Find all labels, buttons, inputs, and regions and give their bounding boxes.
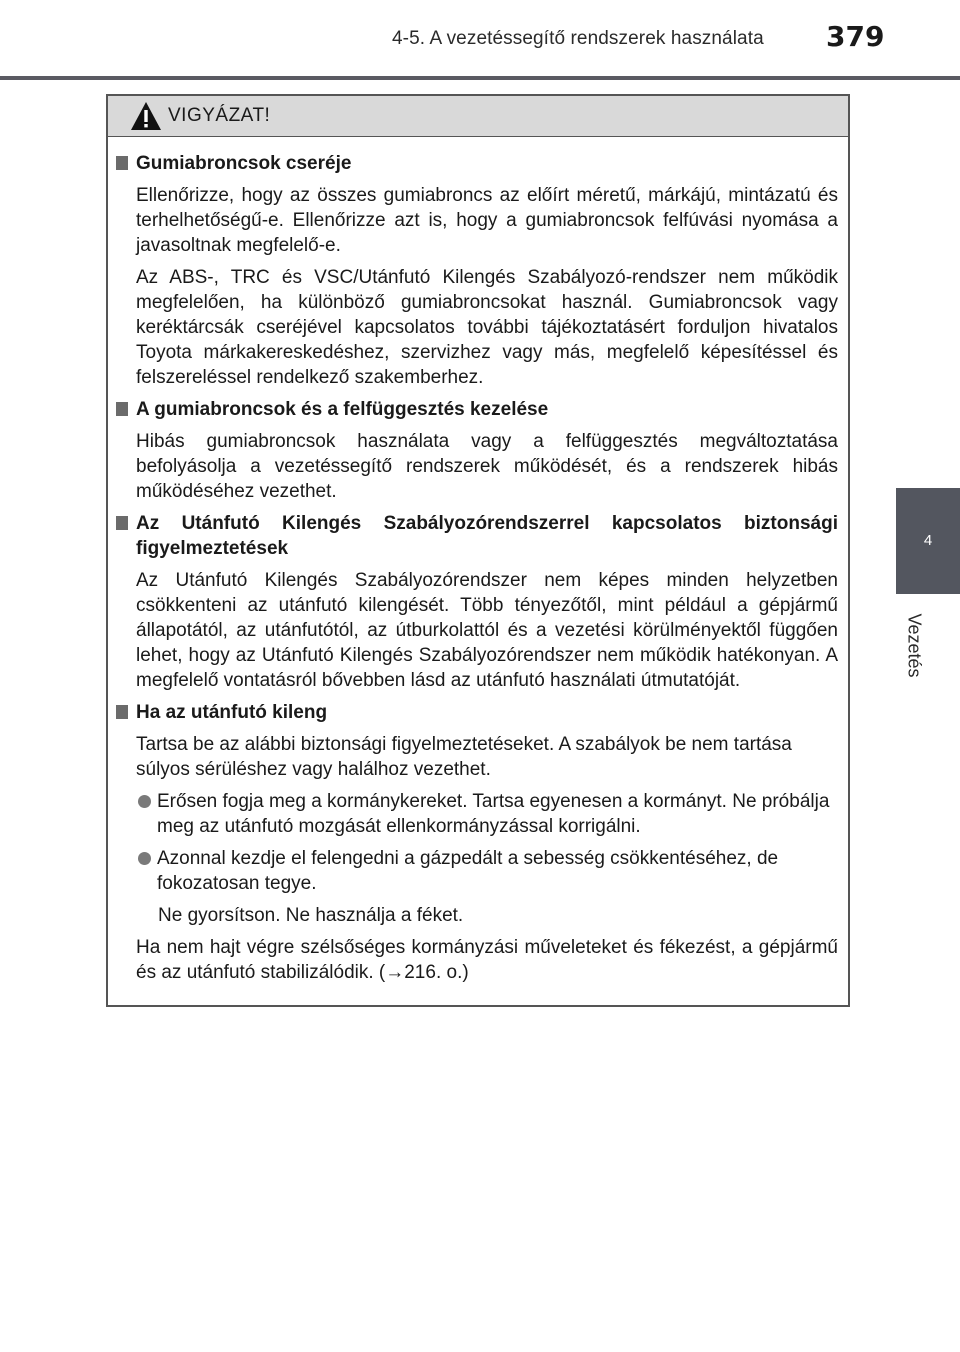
warning-box: [106, 94, 850, 1007]
list-item: [116, 789, 838, 839]
header-rule: [0, 76, 960, 80]
section-heading: Gumiabroncsok cseréje: [136, 153, 352, 174]
chapter-label-text: Vezetés: [904, 612, 925, 678]
list-item: [116, 846, 838, 896]
list-item-text: Erősen fogja meg a kormánykereket. Tartsa egyenesen a kormányt. Ne próbálja meg az utánfutó mozgását ellenkormányzással korrigálni.: [157, 791, 830, 837]
section-heading: A gumiabroncsok és a felfüggesztés kezelése: [136, 399, 549, 420]
paragraph: Ellenőrizze, hogy az összes gumiabroncs az előírt méretű, márkájú, mintázatú és terhelhetőségű-e. Ellenőrizze azt is, hogy a gumiabroncsok felfúvási nyomása a javasoltnak megfelelő-e.: [136, 185, 838, 256]
paragraph: Az Utánfutó Kilengés Szabályozórendszer nem képes minden helyzetben csökkenteni az utánfutó kilengését. Több tényezőtől, mint például a gépjármű állapotától, az utánfutótól, az útburkolattól és a vezetési körülményektől függően lehet, hogy az Utánfutó Kilengés Szabályozórendszer nem működik hatékonyan. A megfelelő vontatásról bővebben lásd az utánfutó használati útmutatóját.: [136, 570, 838, 691]
chapter-tab: 4: [896, 488, 960, 594]
warning-title: VIGYÁZAT!: [168, 105, 271, 126]
warning-header: [108, 96, 848, 137]
square-bullet-icon: [116, 402, 128, 416]
running-header-title: 4-5. A vezetéssegítő rendszerek használata: [392, 28, 764, 49]
section-trailer-sway-warnings: [116, 511, 838, 693]
paragraph: Tartsa be az alábbi biztonsági figyelmeztetéseket. A szabályok be nem tartása súlyos sérüléshez vagy halálhoz vezethet.: [136, 734, 792, 780]
square-bullet-icon: [116, 516, 128, 530]
list-item-text: Azonnal kezdje el felengedni a gázpedált a sebesség csökkentéséhez, de fokozatosan tegye.: [157, 848, 779, 894]
section-tire-replacement: [116, 151, 838, 390]
paragraph: Hibás gumiabroncsok használata vagy a felfüggesztés megváltoztatása befolyásolja a vezetéssegítő rendszerek működését, és a rendszerek hibás működéséhez vezethet.: [136, 431, 838, 502]
warning-triangle-icon: [130, 101, 162, 131]
square-bullet-icon: [116, 156, 128, 170]
paragraph: Ha nem hajt végre szélsőséges kormányzási műveleteket és fékezést, a gépjármű és az utánfutó stabilizálódik. (→216. o.): [136, 937, 838, 983]
circle-bullet-icon: [138, 795, 151, 808]
chapter-label: [896, 600, 932, 690]
warning-body: [108, 137, 848, 985]
paragraph: Az ABS-, TRC és VSC/Utánfutó Kilengés Szabályozó-rendszer nem működik megfelelően, ha különböző gumiabroncsokat használ. Gumiabroncsok vagy keréktárcsák cseréjével kapcsolatos további tájékoztatásért forduljon hivatalos Toyota márkakereskedéshez, szervizhez vagy más, megfelelő képesítéssel és felszereléssel rendelkező szakemberhez.: [136, 267, 838, 388]
page-number: 379: [826, 20, 885, 53]
square-bullet-icon: [116, 705, 128, 719]
circle-bullet-icon: [138, 852, 151, 865]
section-trailer-sways: [116, 700, 838, 985]
section-heading: Ha az utánfutó kileng: [136, 702, 328, 723]
list-item-continuation: Ne gyorsítson. Ne használja a féket.: [158, 905, 464, 926]
section-heading: Az Utánfutó Kilengés Szabályozórendszerrel kapcsolatos biztonsági figyelmeztetések: [136, 513, 838, 559]
section-tire-suspension: [116, 397, 838, 504]
